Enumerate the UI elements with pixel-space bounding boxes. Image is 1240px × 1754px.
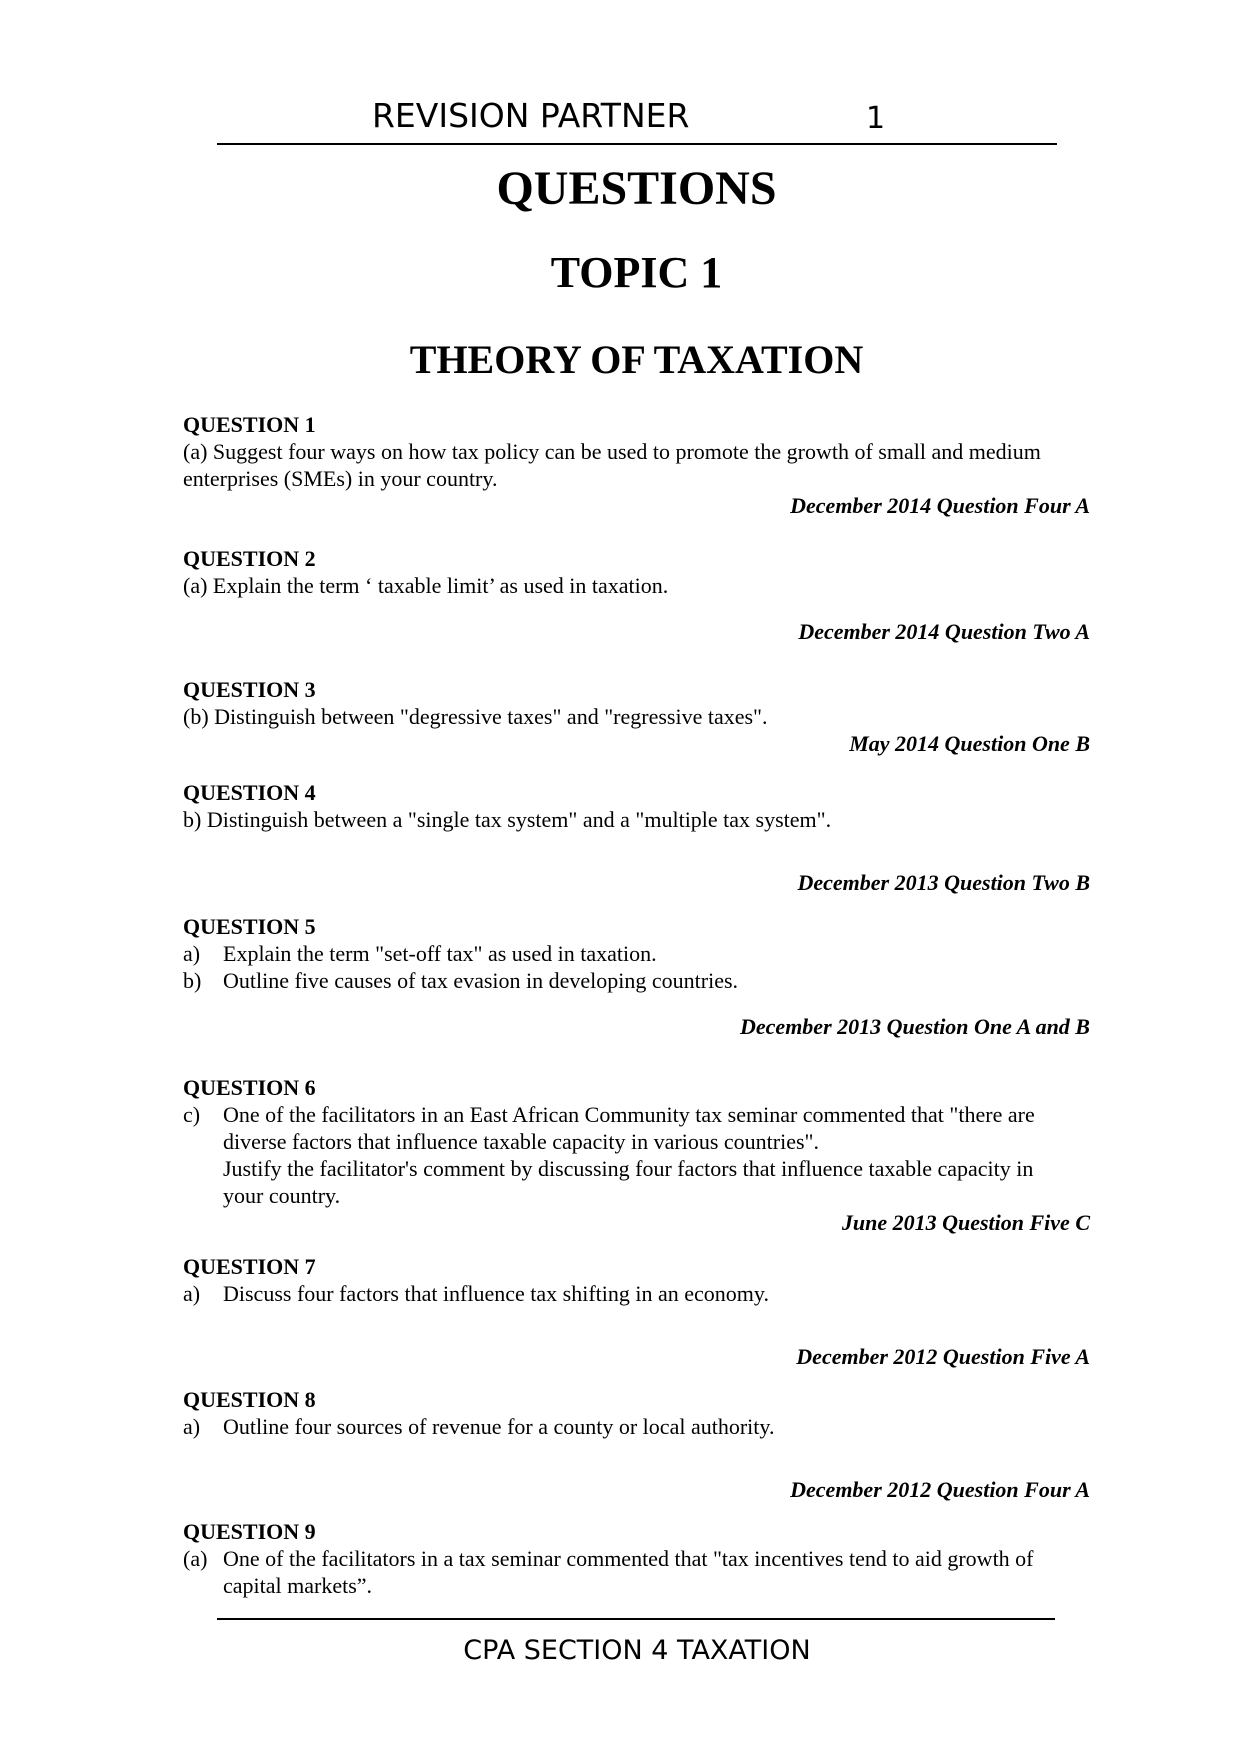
line-text: Outline five causes of tax evasion in developing countries. bbox=[223, 968, 739, 993]
line-text: Discuss four factors that influence tax shifting in an economy. bbox=[223, 1281, 769, 1306]
question-block bbox=[183, 1386, 1090, 1503]
list-marker bbox=[183, 1182, 223, 1209]
question-block bbox=[183, 1074, 1090, 1236]
question-heading: QUESTION 8 bbox=[183, 1387, 316, 1412]
question-heading: QUESTION 9 bbox=[183, 1519, 316, 1544]
question-block bbox=[183, 913, 1090, 1040]
question-citation: December 2013 Question One A and B bbox=[740, 1014, 1090, 1039]
question-block bbox=[183, 779, 1090, 896]
list-marker: a) bbox=[183, 1414, 201, 1439]
question-block bbox=[183, 676, 1090, 757]
question-line bbox=[183, 1280, 1090, 1307]
list-marker: a) bbox=[183, 1281, 201, 1306]
line-text: your country. bbox=[223, 1183, 341, 1208]
question-citation: December 2012 Question Four A bbox=[790, 1477, 1090, 1502]
question-line bbox=[183, 1155, 1090, 1182]
question-heading: QUESTION 4 bbox=[183, 780, 316, 805]
question-line bbox=[183, 1101, 1090, 1128]
questions-container bbox=[183, 0, 1090, 1754]
question-citation: June 2013 Question Five C bbox=[841, 1210, 1090, 1235]
question-line: (a) Explain the term ‘ taxable limit’ as used in taxation. bbox=[183, 573, 669, 598]
question-citation: December 2013 Question Two B bbox=[797, 870, 1090, 895]
question-heading: QUESTION 3 bbox=[183, 677, 316, 702]
line-text: diverse factors that influence taxable capacity in various countries". bbox=[223, 1129, 820, 1154]
question-line: (a) Suggest four ways on how tax policy can be used to promote the growth of small and medium bbox=[183, 439, 1041, 464]
question-heading: QUESTION 1 bbox=[183, 412, 316, 437]
list-marker bbox=[183, 1572, 223, 1599]
question-heading: QUESTION 2 bbox=[183, 546, 316, 571]
line-text: capital markets”. bbox=[223, 1573, 373, 1598]
question-heading: QUESTION 7 bbox=[183, 1254, 316, 1279]
page-number: 1 bbox=[866, 101, 886, 136]
list-marker: b) bbox=[183, 968, 202, 993]
question-line bbox=[183, 1572, 1090, 1599]
line-text: Outline four sources of revenue for a county or local authority. bbox=[223, 1414, 775, 1439]
title-topic: TOPIC 1 bbox=[550, 248, 723, 297]
footer-rule bbox=[217, 1618, 1055, 1620]
question-line: b) Distinguish between a "single tax system" and a "multiple tax system". bbox=[183, 807, 832, 832]
question-block bbox=[183, 411, 1090, 519]
question-line bbox=[183, 1182, 1090, 1209]
question-citation: December 2014 Question Two A bbox=[798, 619, 1090, 644]
question-line bbox=[183, 1413, 1090, 1440]
question-block bbox=[183, 1253, 1090, 1370]
footer-text: CPA SECTION 4 TAXATION bbox=[463, 1635, 811, 1666]
question-line: enterprises (SMEs) in your country. bbox=[183, 466, 498, 491]
line-text: Explain the term "set-off tax" as used in taxation. bbox=[223, 941, 657, 966]
title-questions: QUESTIONS bbox=[496, 162, 777, 215]
list-marker: c) bbox=[183, 1102, 201, 1127]
question-heading: QUESTION 6 bbox=[183, 1075, 316, 1100]
question-line bbox=[183, 967, 1090, 994]
question-line bbox=[183, 940, 1090, 967]
question-citation: December 2014 Question Four A bbox=[790, 493, 1090, 518]
list-marker bbox=[183, 1128, 223, 1155]
title-section: THEORY OF TAXATION bbox=[409, 337, 864, 382]
question-citation: May 2014 Question One B bbox=[849, 731, 1090, 756]
line-text: Justify the facilitator's comment by discussing four factors that influence taxable capacity in bbox=[223, 1156, 1034, 1181]
question-citation: December 2012 Question Five A bbox=[796, 1344, 1090, 1369]
list-marker: a) bbox=[183, 941, 201, 966]
question-block bbox=[183, 545, 1090, 645]
question-line bbox=[183, 1128, 1090, 1155]
question-heading: QUESTION 5 bbox=[183, 914, 316, 939]
line-text: One of the facilitators in a tax seminar commented that "tax incentives tend to aid growth of bbox=[223, 1546, 1034, 1571]
question-line: (b) Distinguish between "degressive taxes" and "regressive taxes". bbox=[183, 704, 768, 729]
list-marker bbox=[183, 1155, 223, 1182]
header-title: REVISION PARTNER bbox=[372, 96, 690, 135]
question-line bbox=[183, 1545, 1090, 1572]
list-marker: (a) bbox=[183, 1546, 208, 1571]
question-block bbox=[183, 1518, 1090, 1599]
line-text: One of the facilitators in an East African Community tax seminar commented that "there are bbox=[223, 1102, 1035, 1127]
